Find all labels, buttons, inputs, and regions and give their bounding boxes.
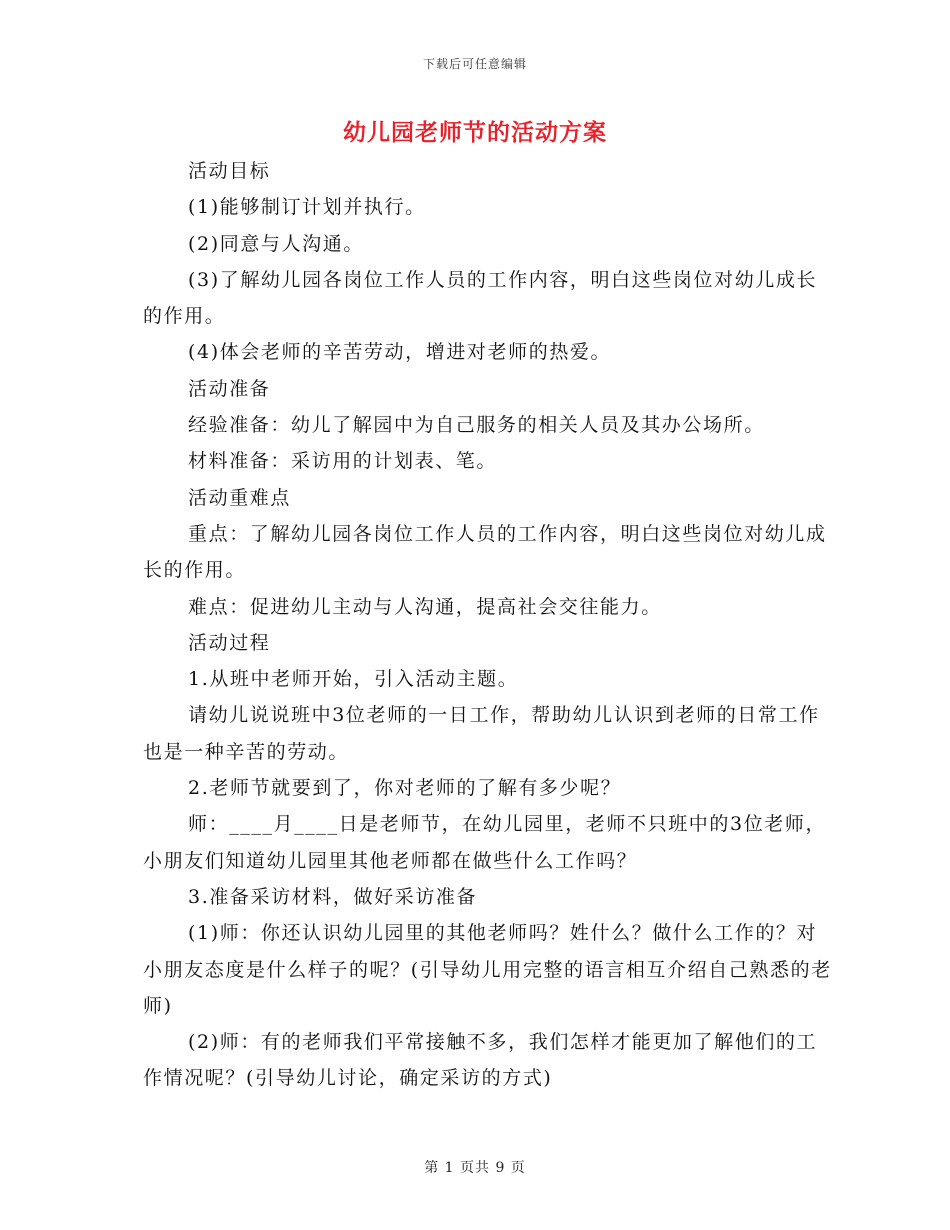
page-number: 第 1 页共 9 页 <box>424 1160 526 1176</box>
paragraph: (4)体会老师的辛苦劳动，增进对老师的热爱。 <box>188 341 612 364</box>
paragraph: 材料准备：采访用的计划表、笔。 <box>188 450 498 473</box>
section-heading: 活动过程 <box>188 631 271 654</box>
paragraph: 师：____月____日是老师节，在幼儿园里，老师不只班中的3位老师，小朋友们知道幼儿园里其他老师都在做些什么工作吗？ <box>143 813 827 872</box>
paragraph: 经验准备：幼儿了解园中为自己服务的相关人员及其办公场所。 <box>188 414 765 437</box>
document-body <box>143 153 833 1097</box>
paragraph: 3.准备采访材料，做好采访准备 <box>188 885 478 908</box>
paragraph: 重点：了解幼儿园各岗位工作人员的工作内容，明白这些岗位对幼儿成长的作用。 <box>143 522 827 582</box>
paragraph: 难点：促进幼儿主动与人沟通，提高社会交往能力。 <box>188 595 662 618</box>
paragraph: (1)师：你还认识幼儿园里的其他老师吗？姓什么？做什么工作的？对小朋友态度是什么样子的呢？(引导幼儿用完整的语言相互介绍自己熟悉的老师) <box>143 922 832 1017</box>
paragraph: (3)了解幼儿园各岗位工作人员的工作内容，明白这些岗位对幼儿成长的作用。 <box>143 268 818 328</box>
paragraph: 1.从班中老师开始，引入活动主题。 <box>188 668 519 691</box>
paragraph: (2)师：有的老师我们平常接触不多，我们怎样才能更加了解他们的工作情况呢？(引导幼儿讨论，确定采访的方式) <box>143 1031 818 1090</box>
section-heading: 活动重难点 <box>188 486 292 509</box>
section-heading: 活动准备 <box>188 377 271 400</box>
header-note: 下载后可任意编辑 <box>422 57 527 71</box>
section-heading: 活动目标 <box>188 160 271 182</box>
paragraph: 请幼儿说说班中3位老师的一日工作，帮助幼儿认识到老师的日常工作也是一种辛苦的劳动。 <box>143 704 820 763</box>
paragraph: 2.老师节就要到了，你对老师的了解有多少呢？ <box>188 777 622 800</box>
document-title: 幼儿园老师节的活动方案 <box>343 119 607 146</box>
paragraph: (2)同意与人沟通。 <box>188 232 364 255</box>
paragraph: (1)能够制订计划并执行。 <box>188 196 426 219</box>
